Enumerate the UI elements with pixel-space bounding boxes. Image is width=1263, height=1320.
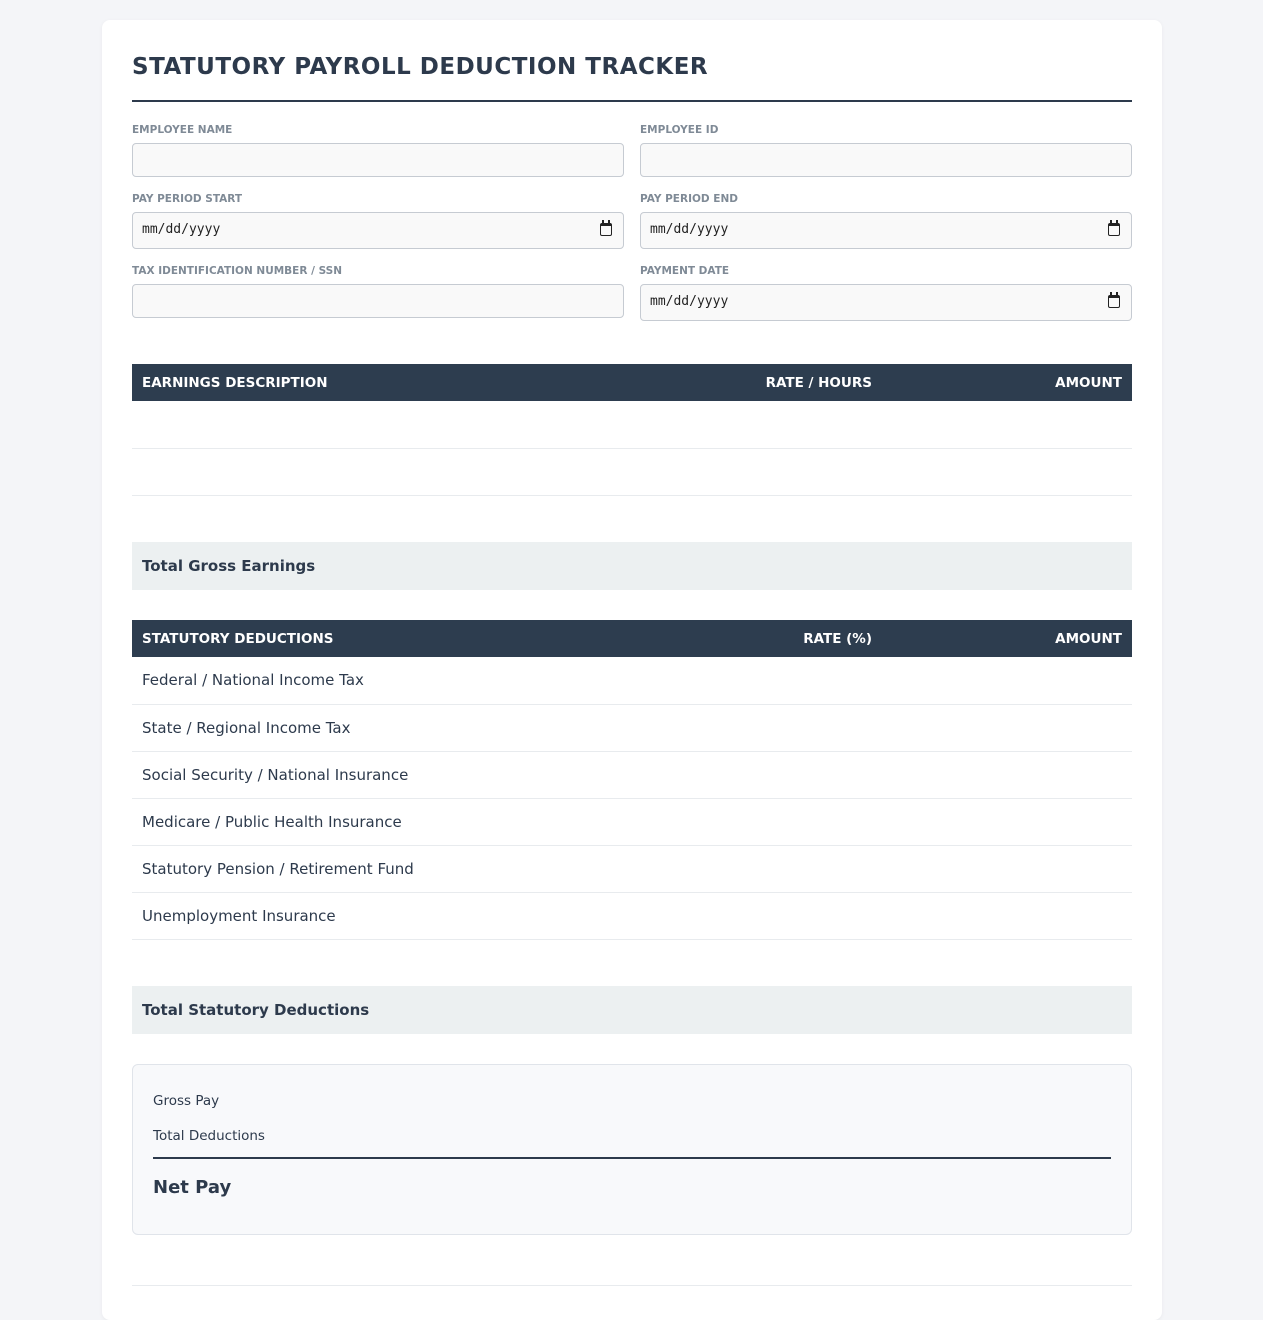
deduction-label: Federal / National Income Tax <box>132 657 732 704</box>
deductions-header-description: STATUTORY DEDUCTIONS <box>132 620 732 657</box>
employee-name-input[interactable] <box>132 143 624 177</box>
deduction-label: Social Security / National Insurance <box>132 751 732 798</box>
table-row[interactable] <box>132 798 1132 845</box>
deduction-label: Statutory Pension / Retirement Fund <box>132 845 732 892</box>
deductions-table <box>132 620 1132 1034</box>
net-pay-label: Net Pay <box>153 1177 232 1198</box>
payment-date-label: PAYMENT DATE <box>640 265 730 277</box>
earnings-header-rate: RATE / HOURS <box>732 364 882 401</box>
employee-id-input[interactable] <box>640 143 1132 177</box>
calendar-icon[interactable] <box>1108 223 1120 236</box>
pay-period-end-label: PAY PERIOD END <box>640 193 738 205</box>
table-row <box>132 939 1132 986</box>
employee-id-field <box>640 124 1132 193</box>
pay-summary <box>132 1064 1132 1235</box>
pay-period-end-placeholder: mm/dd/yyyy <box>650 222 729 237</box>
deduction-label: State / Regional Income Tax <box>132 704 732 751</box>
employee-id-label: EMPLOYEE ID <box>640 124 719 136</box>
payment-date-input[interactable] <box>640 284 1132 321</box>
pay-period-start-input[interactable] <box>132 212 624 249</box>
table-row[interactable] <box>132 845 1132 892</box>
pay-period-start-label: PAY PERIOD START <box>132 193 243 205</box>
page-title: STATUTORY PAYROLL DEDUCTION TRACKER <box>132 20 1132 102</box>
employee-name-field <box>132 124 624 193</box>
total-statutory-deductions-label: Total Statutory Deductions <box>132 986 732 1034</box>
earnings-table <box>132 364 1132 590</box>
pay-period-end-field <box>640 193 1132 265</box>
calendar-icon[interactable] <box>1108 295 1120 308</box>
total-gross-earnings-label: Total Gross Earnings <box>132 542 732 590</box>
deductions-header-amount: AMOUNT <box>882 620 1132 657</box>
pay-period-start-placeholder: mm/dd/yyyy <box>142 222 221 237</box>
pay-period-end-input[interactable] <box>640 212 1132 249</box>
total-statutory-deductions-row <box>132 986 1132 1034</box>
table-row[interactable] <box>132 657 1132 704</box>
total-deductions-label: Total Deductions <box>153 1128 265 1144</box>
tax-id-field <box>132 265 624 334</box>
table-row[interactable] <box>132 892 1132 939</box>
table-row[interactable] <box>132 448 1132 495</box>
earnings-header-amount: AMOUNT <box>882 364 1132 401</box>
summary-divider <box>153 1157 1111 1159</box>
gross-pay-label: Gross Pay <box>153 1093 220 1109</box>
deductions-header-rate: RATE (%) <box>732 620 882 657</box>
calendar-icon[interactable] <box>600 223 612 236</box>
payment-date-placeholder: mm/dd/yyyy <box>650 294 729 309</box>
employee-name-label: EMPLOYEE NAME <box>132 124 233 136</box>
table-row[interactable] <box>132 401 1132 448</box>
payment-date-field <box>640 265 1132 334</box>
tax-id-label: TAX IDENTIFICATION NUMBER / SSN <box>132 265 343 277</box>
total-gross-earnings-row <box>132 542 1132 590</box>
table-row <box>132 495 1132 542</box>
tax-id-input[interactable] <box>132 284 624 318</box>
employee-form <box>132 124 1132 334</box>
pay-period-start-field <box>132 193 624 265</box>
table-row[interactable] <box>132 704 1132 751</box>
earnings-header-description: EARNINGS DESCRIPTION <box>132 364 732 401</box>
bottom-divider <box>132 1285 1132 1286</box>
tracker-card <box>102 20 1162 1320</box>
deduction-label: Medicare / Public Health Insurance <box>132 798 732 845</box>
table-row[interactable] <box>132 751 1132 798</box>
deduction-label: Unemployment Insurance <box>132 892 732 939</box>
